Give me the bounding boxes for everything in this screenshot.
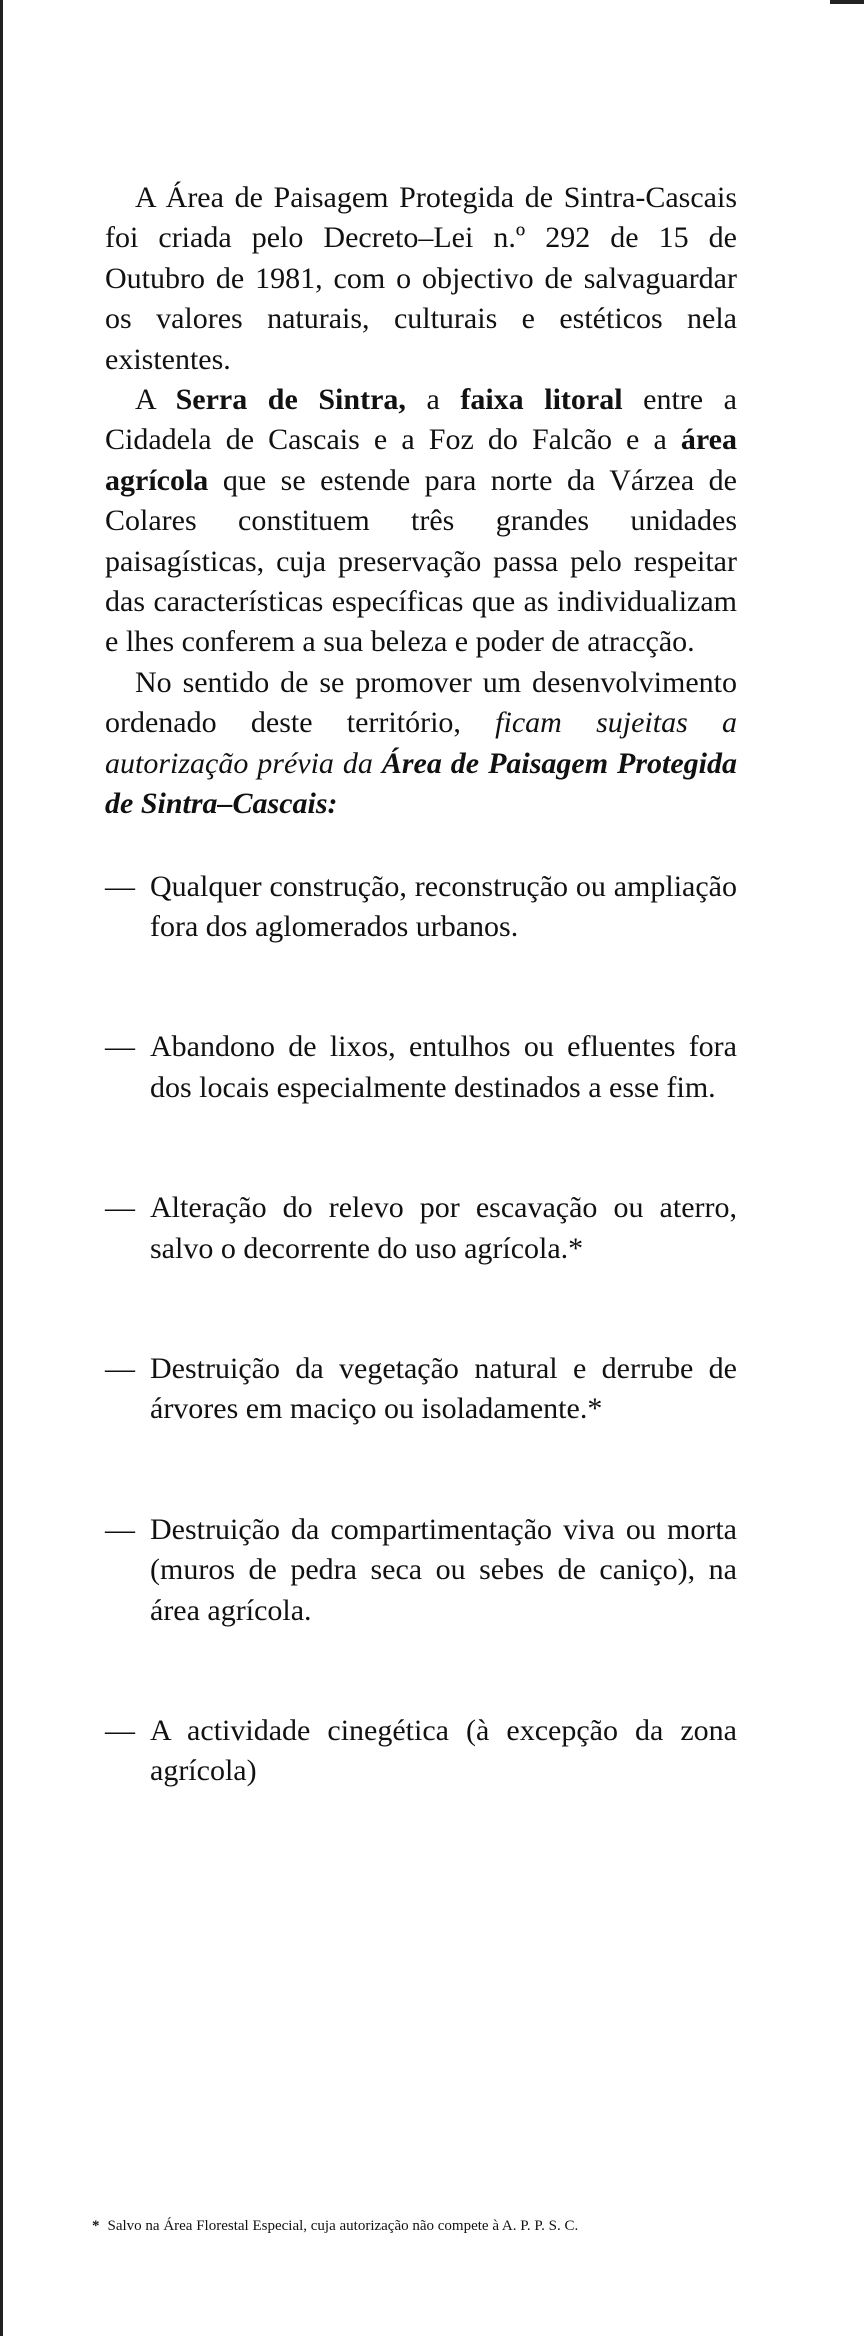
list-item-text: Destruição da vegetação natural e derrube de árvores em maciço ou isoladamente.* [150,1351,737,1426]
list-item [105,1027,737,1108]
footnote [84,2212,744,2240]
list-item-text: Qualquer construção, reconstrução ou ampliação fora dos aglomerados urbanos. [150,869,737,943]
list-item-text: Destruição da compartimentação viva ou morta (muros de pedra seca ou sebes de caniço), na área agrícola. [150,1512,737,1627]
p3-bold-italic: Área de Paisagem Protegida de Sintra–Cascais: [105,746,737,821]
dash-mark: — [105,1030,135,1064]
p3-italic: ficam sujeitas a autorização prévia da [105,706,738,780]
dash-mark: — [105,1713,135,1747]
p3-text-a: No sentido de se promover um desenvolvimento ordenado deste território, [105,665,737,740]
list-item [105,1188,737,1269]
page-top-mark [830,0,864,4]
dash-mark: — [105,1512,135,1546]
p2-bold-serra: Serra de Sintra, [175,383,406,417]
list-item [105,1349,737,1430]
intro-paragraph-1: A Área de Paisagem Protegida de Sintra-Cascais foi criada pelo Decreto–Lei n.º 292 de 15 de Outubro de 1981, com o objectivo de salvaguardar os valores naturais, culturais e estéticos nela existentes. [105,181,737,376]
p2-text-g: que se estende para norte da Várzea de Colares constituem três grandes unidades paisagísticas, cuja preservação passa pelo respeitar das características específicas que as individualizam e lhes conferem a sua beleza e poder de atracção. [105,463,737,659]
intro-paragraph-3 [105,663,737,825]
footnote-mark: * [92,2218,100,2234]
requirements-list [105,867,737,1792]
footnote-text: Salvo na Área Florestal Especial, cuja autorização não compete à A. P. P. S. C. [107,2218,579,2234]
dash-mark: — [105,1191,135,1225]
list-item-text: Alteração do relevo por escavação ou aterro, salvo o decorrente do uso agrícola.* [150,1191,737,1265]
page-left-edge [0,0,3,2336]
p2-text-e: entre a Cidadela de Cascais e a Foz do Falcão e a [105,383,737,457]
list-item [105,1711,737,1792]
dash-mark: — [105,869,135,903]
list-item [105,867,737,948]
dash-mark: — [105,1351,135,1385]
list-item [105,1510,737,1631]
list-item-text: A actividade cinegética (à excepção da zona agrícola) [150,1713,737,1788]
p2-bold-area: área agrícola [105,423,737,497]
document-body [105,178,737,1872]
intro-paragraph-2 [105,380,737,663]
p2-bold-faixa: faixa litoral [460,383,623,417]
p2-text-c: a [405,383,461,417]
p2-text-a: A [135,383,176,417]
list-item-text: Abandono de lixos, entulhos ou efluentes fora dos locais especialmente destinados a esse fim. [150,1030,737,1104]
